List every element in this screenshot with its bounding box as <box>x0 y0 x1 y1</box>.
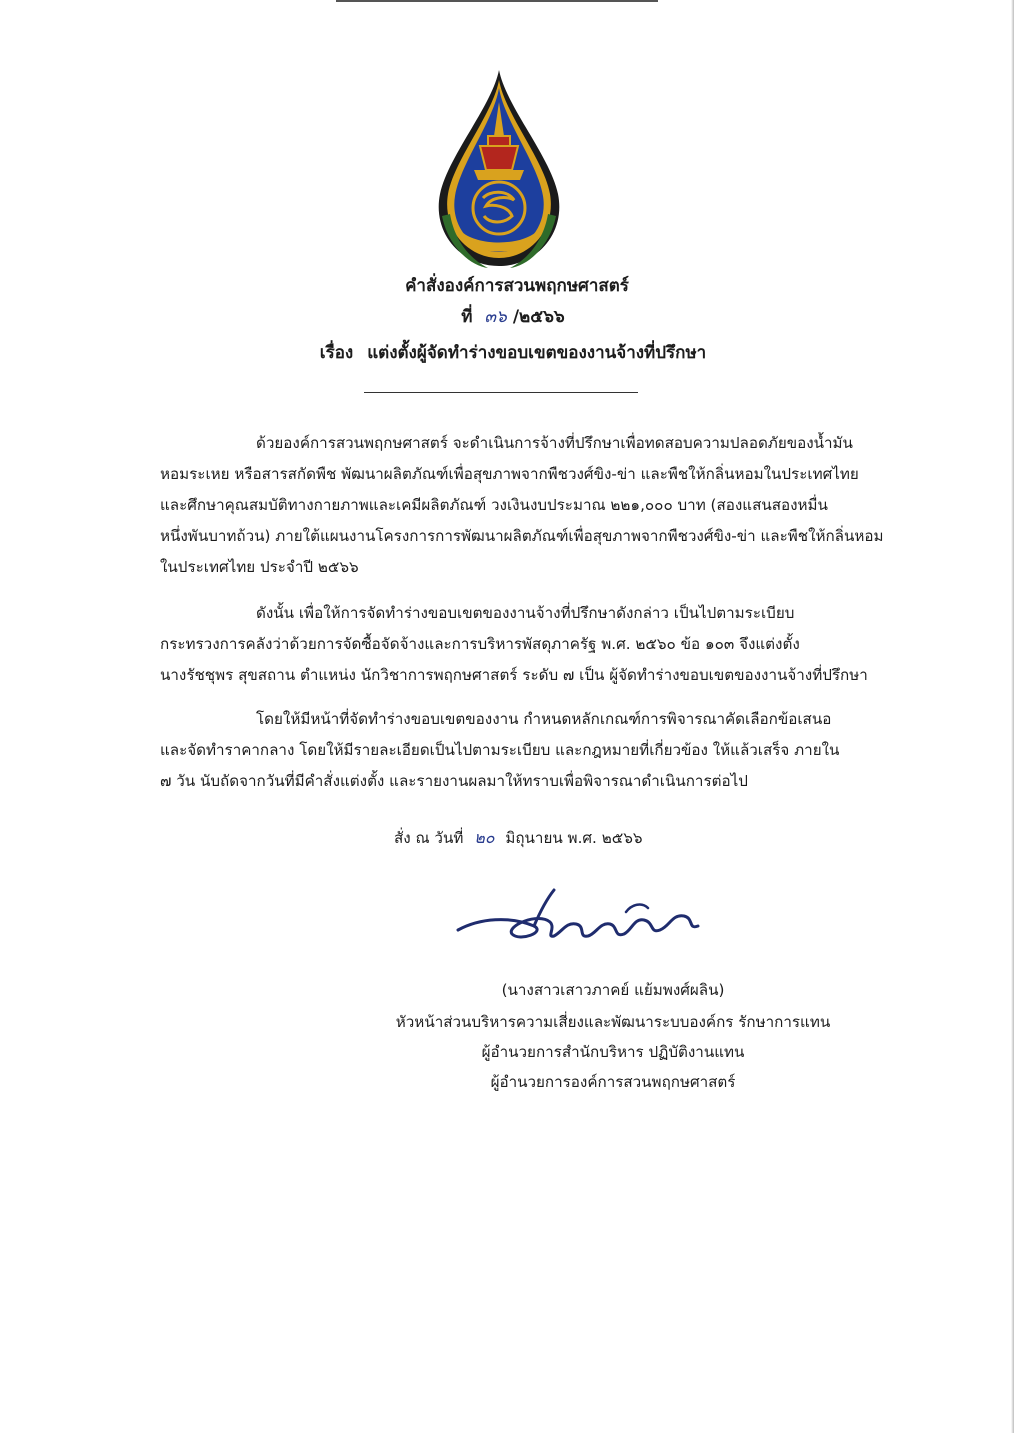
order-title: คำสั่งองค์การสวนพฤกษศาสตร์ <box>405 276 629 296</box>
paragraph-line: ด้วยองค์การสวนพฤกษศาสตร์ จะดำเนินการจ้างที่ปรึกษาเพื่อทดสอบความปลอดภัยของน้ำมัน <box>256 434 853 452</box>
paragraph-line: หนึ่งพันบาทถ้วน) ภายใต้แผนงานโครงการการพัฒนาผลิตภัณฑ์เพื่อสุขภาพจากพืชวงศ์ขิง-ข่า และพืชให้กลิ่นหอม <box>160 527 884 545</box>
signature-icon <box>450 882 710 952</box>
paragraph-line: ดังนั้น เพื่อให้การจัดทำร่างขอบเขตของงานจ้างที่ปรึกษาดังกล่าว เป็นไปตามระเบียบ <box>256 604 795 622</box>
paragraph-line: และจัดทำราคากลาง โดยให้มีรายละเอียดเป็นไปตามระเบียบ และกฎหมายที่เกี่ยวข้อง ให้แล้วเสร็จ ภายใน <box>160 741 840 759</box>
order-number <box>6 303 1014 330</box>
paragraph-2 <box>160 598 912 691</box>
subject-text: แต่งตั้งผู้จัดทำร่างขอบเขตของงานจ้างที่ปรึกษา <box>367 343 707 363</box>
paragraph-1 <box>160 428 912 583</box>
paragraph-line: หอมระเหย หรือสารสกัดพืช พัฒนาผลิตภัณฑ์เพื่อสุขภาพจากพืชวงศ์ขิง-ข่า และพืชให้กลิ่นหอมในประเทศไทย <box>160 465 859 483</box>
paragraph-line: ๗ วัน นับถัดจากวันที่มีคำสั่งแต่งตั้ง และรายงานผลมาให้ทราบเพื่อพิจารณาดำเนินการต่อไป <box>160 772 748 790</box>
issued-prefix: สั่ง ณ วันที่ <box>394 829 464 847</box>
top-rule <box>336 0 658 2</box>
issued-day-handwritten: ๒๐ <box>474 828 495 847</box>
header-divider <box>364 392 638 393</box>
paragraph-3 <box>160 704 912 797</box>
issued-date <box>394 826 642 851</box>
organization-emblem-icon <box>428 66 570 270</box>
signer-name: (นางสาวเสาวภาคย์ แย้มพงศ์ผลิน) <box>501 981 725 999</box>
subject-line <box>6 339 1014 366</box>
issued-month-year: มิถุนายน พ.ศ. ๒๕๖๖ <box>505 829 643 847</box>
signer-position-3: ผู้อำนวยการองค์การสวนพฤกษศาสตร์ <box>490 1073 736 1091</box>
order-number-prefix: ที่ <box>461 307 473 327</box>
paragraph-line: ในประเทศไทย ประจำปี ๒๕๖๖ <box>160 558 359 576</box>
signer-position-1: หัวหน้าส่วนบริหารความเสี่ยงและพัฒนาระบบองค์กร รักษาการแทน <box>395 1013 831 1031</box>
signer-position-2: ผู้อำนวยการสำนักบริหาร ปฏิบัติงานแทน <box>481 1043 745 1061</box>
paragraph-line: กระทรวงการคลังว่าด้วยการจัดซื้อจัดจ้างและการบริหารพัสดุภาครัฐ พ.ศ. ๒๕๖๐ ข้อ ๑๐๓ จึงแต่งตั้ง <box>160 635 800 653</box>
paragraph-line: และศึกษาคุณสมบัติทางกายภาพและเคมีผลิตภัณฑ์ วงเงินงบประมาณ ๒๒๑,๐๐๐ บาท (สองแสนสองหมื่น <box>160 496 828 514</box>
paragraph-line: นางรัชชุพร สุขสถาน ตำแหน่ง นักวิชาการพฤกษศาสตร์ ระดับ ๗ เป็น ผู้จัดทำร่างขอบเขตของงานจ้างที่ปรึกษา <box>160 666 868 684</box>
order-number-handwritten: ๓๖ <box>484 307 507 327</box>
paragraph-line: โดยให้มีหน้าที่จัดทำร่างขอบเขตของงาน กำหนดหลักเกณฑ์การพิจารณาคัดเลือกข้อเสนอ <box>256 710 832 728</box>
subject-label: เรื่อง <box>319 343 354 363</box>
order-number-suffix: /๒๕๖๖ <box>512 307 565 327</box>
